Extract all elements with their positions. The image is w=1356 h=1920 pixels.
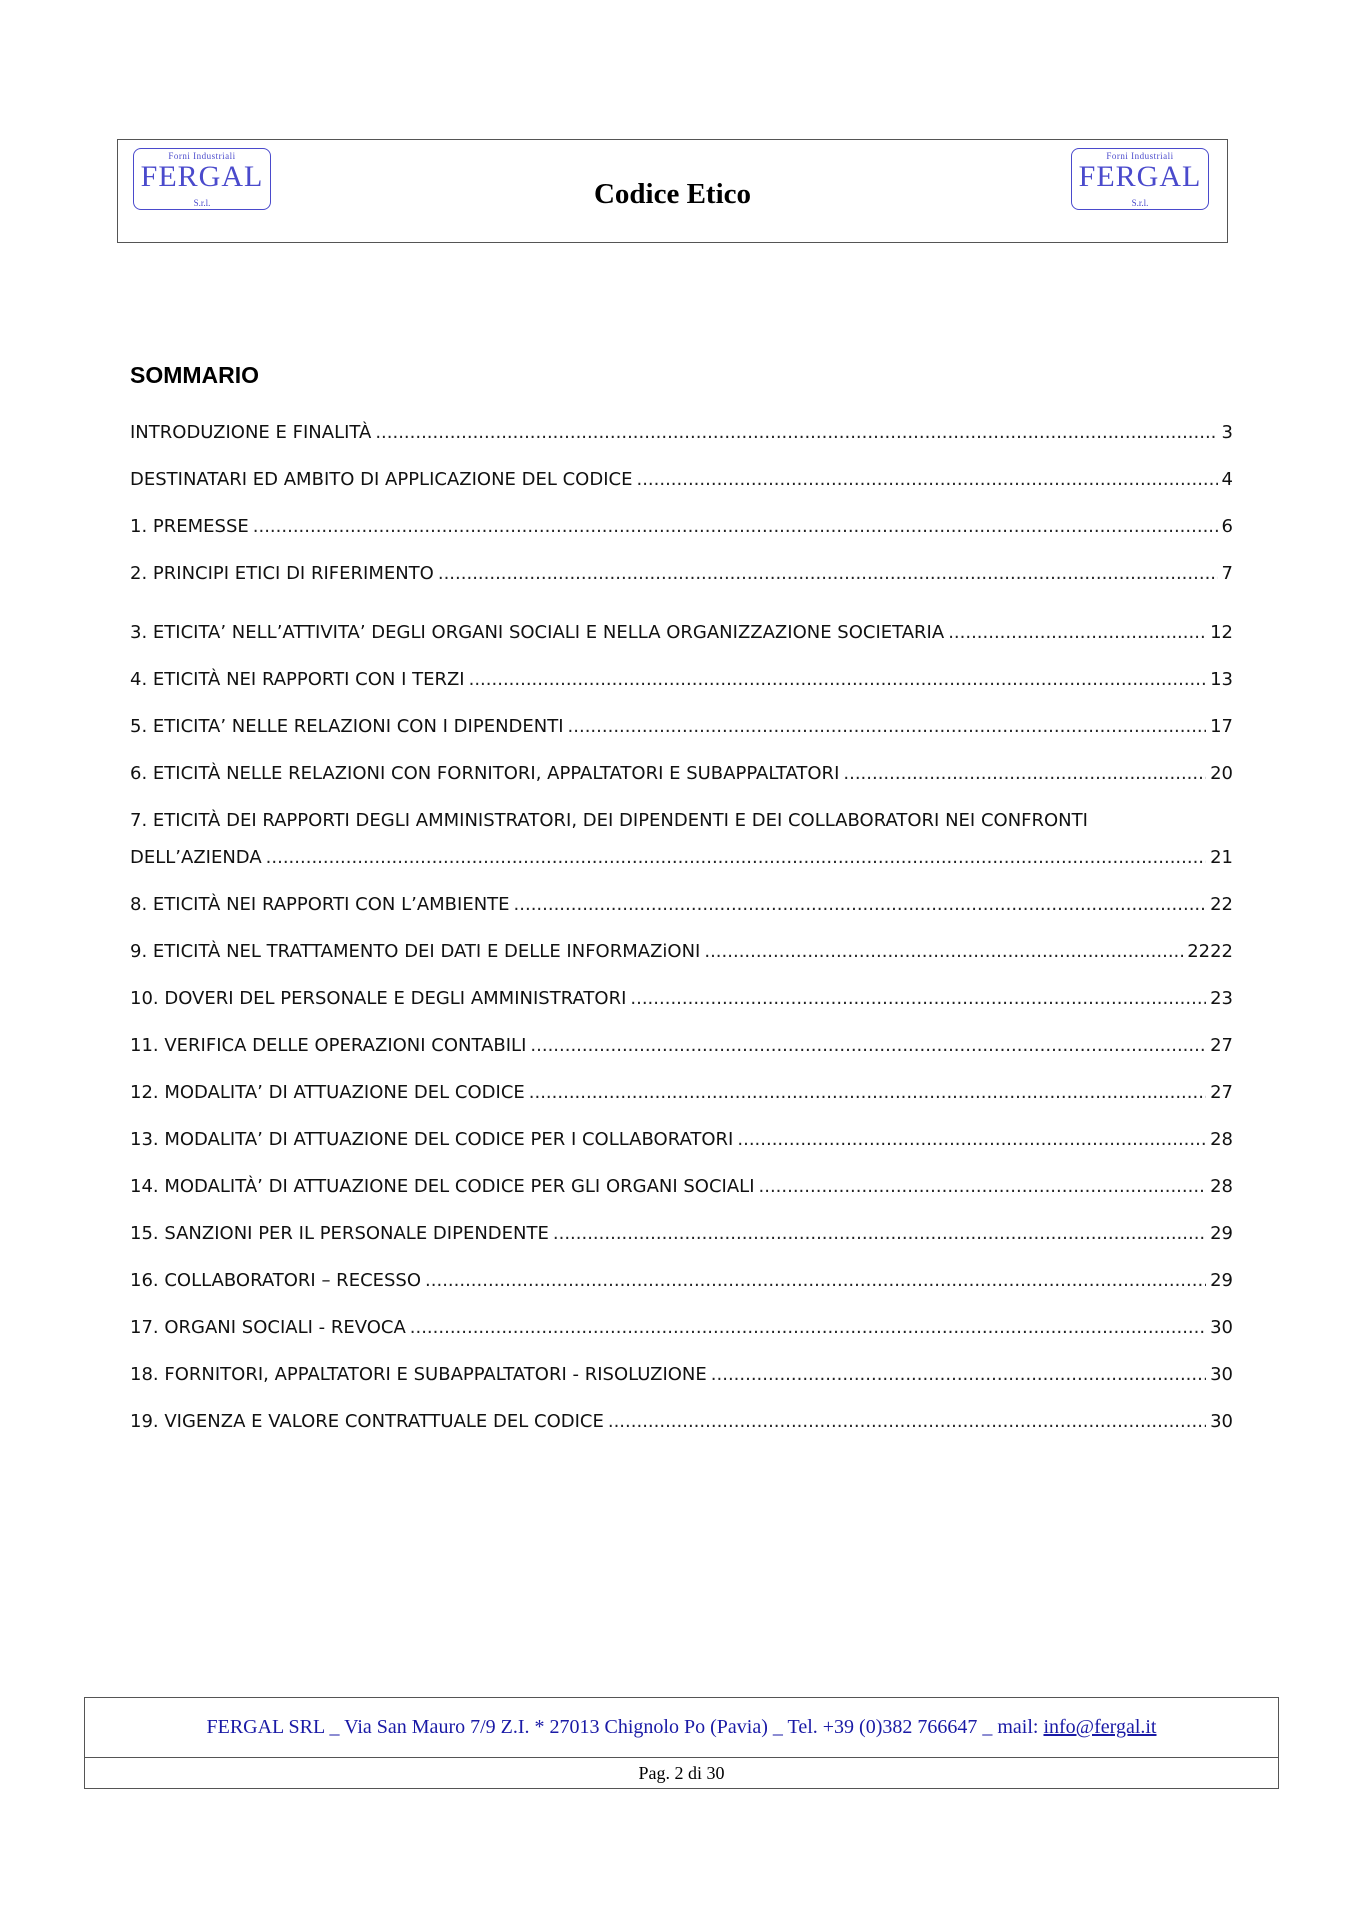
toc-leader <box>514 893 1207 917</box>
toc-entry-page: 17 <box>1210 716 1233 737</box>
footer-address: FERGAL SRL _ Via San Mauro 7/9 Z.I. * 27013 Chignolo Po (Pavia) _ Tel. +39 (0)382 766647 _ mail: <box>206 1716 1044 1738</box>
toc-entry-title-continued: DELL’AZIENDA <box>130 847 262 868</box>
toc-leader <box>636 468 1217 492</box>
toc-leader <box>704 940 1183 964</box>
toc-leader <box>843 762 1206 786</box>
toc-entry-title: 9. ETICITÀ NEL TRATTAMENTO DEI DATI E DELLE INFORMAZiONI <box>130 941 701 962</box>
toc-leader <box>529 1081 1206 1105</box>
toc-entry[interactable] <box>130 1269 1233 1293</box>
toc-heading: SOMMARIO <box>130 362 260 388</box>
toc-entry-page: 30 <box>1210 1364 1233 1385</box>
toc-entry-page: 27 <box>1210 1035 1233 1056</box>
toc-leader <box>375 421 1217 445</box>
toc-entry-title: 1. PREMESSE <box>130 516 249 537</box>
toc-entry-title: 15. SANZIONI PER IL PERSONALE DIPENDENTE <box>130 1223 549 1244</box>
document-title: Codice Etico <box>593 178 752 210</box>
toc-leader <box>737 1128 1206 1152</box>
toc-entry-page: 20 <box>1210 763 1233 784</box>
logo-main-text: FERGAL <box>1078 160 1202 193</box>
toc-entry[interactable] <box>130 715 1233 739</box>
page-number: Pag. 2 di 30 <box>638 1762 725 1783</box>
toc-entry-page: 12 <box>1210 622 1233 643</box>
fergal-logo-right <box>1071 148 1209 210</box>
toc-entry-page: 30 <box>1210 1411 1233 1432</box>
toc-entry-page: 29 <box>1210 1223 1233 1244</box>
toc-entry[interactable] <box>130 1175 1233 1199</box>
toc-entry-page: 27 <box>1210 1082 1233 1103</box>
toc-leader <box>253 515 1218 539</box>
page-footer <box>84 1697 1279 1789</box>
page-header <box>117 139 1228 243</box>
toc-entry-page: 6 <box>1221 516 1233 537</box>
toc-entry[interactable] <box>130 1034 1233 1058</box>
toc-entry[interactable] <box>130 668 1233 692</box>
footer-contact-row <box>85 1698 1278 1758</box>
toc-entry-title: 7. ETICITÀ DEI RAPPORTI DEGLI AMMINISTRATORI, DEI DIPENDENTI E DEI COLLABORATORI NEI CONFRONTI <box>130 810 1088 831</box>
toc-entry[interactable] <box>130 1363 1233 1387</box>
toc-entry-title: 8. ETICITÀ NEI RAPPORTI CON L’AMBIENTE <box>130 894 510 915</box>
toc-leader <box>410 1316 1206 1340</box>
toc-entry-title: 12. MODALITA’ DI ATTUAZIONE DEL CODICE <box>130 1082 525 1103</box>
toc-entry-page: 13 <box>1210 669 1233 690</box>
toc-leader <box>266 846 1206 870</box>
toc-entry-title: DESTINATARI ED AMBITO DI APPLICAZIONE DEL CODICE <box>130 469 633 490</box>
toc-entry[interactable] <box>130 515 1233 539</box>
toc-entry-title: INTRODUZIONE E FINALITÀ <box>130 422 372 443</box>
logo-sub-text: S.r.l. <box>1131 198 1149 208</box>
toc-entry-title: 3. ETICITA’ NELL’ATTIVITA’ DEGLI ORGANI SOCIALI E NELLA ORGANIZZAZIONE SOCIETARIA <box>130 622 945 643</box>
logo-sub-text: S.r.l. <box>193 198 211 208</box>
toc-entry-page: 28 <box>1210 1176 1233 1197</box>
toc-entry-page: 23 <box>1210 988 1233 1009</box>
logo-top-text: Forni Industriali <box>168 151 236 161</box>
toc-entry[interactable] <box>130 468 1233 492</box>
toc-entry-page: 21 <box>1210 847 1233 868</box>
toc-entry-title: 2. PRINCIPI ETICI DI RIFERIMENTO <box>130 563 434 584</box>
toc-entry-page: 3 <box>1221 422 1233 443</box>
toc-entry[interactable] <box>130 1128 1233 1152</box>
toc-entry-title: 16. COLLABORATORI – RECESSO <box>130 1270 422 1291</box>
toc-leader <box>608 1410 1206 1434</box>
toc-entry[interactable] <box>130 621 1233 645</box>
toc-entry-title: 5. ETICITA’ NELLE RELAZIONI CON I DIPENDENTI <box>130 716 564 737</box>
toc-entry-page: 28 <box>1210 1129 1233 1150</box>
toc-leader <box>759 1175 1207 1199</box>
toc-entry[interactable] <box>130 1081 1233 1105</box>
toc-entry[interactable] <box>130 562 1233 586</box>
toc-leader <box>711 1363 1206 1387</box>
toc-entry-title: 11. VERIFICA DELLE OPERAZIONI CONTABILI <box>130 1035 527 1056</box>
toc-entry[interactable] <box>130 1316 1233 1340</box>
toc-leader <box>425 1269 1206 1293</box>
toc-entry[interactable] <box>130 1222 1233 1246</box>
toc-entry-title: 17. ORGANI SOCIALI - REVOCA <box>130 1317 406 1338</box>
logo-main-text: FERGAL <box>140 160 264 193</box>
toc-entry-page: 2222 <box>1187 941 1233 962</box>
toc-leader <box>630 987 1206 1011</box>
toc-entry-title: 14. MODALITÀ’ DI ATTUAZIONE DEL CODICE PER GLI ORGANI SOCIALI <box>130 1176 755 1197</box>
toc-leader <box>438 562 1218 586</box>
toc-leader <box>530 1034 1206 1058</box>
toc-entry-title: 4. ETICITÀ NEI RAPPORTI CON I TERZI <box>130 669 465 690</box>
footer-email-link[interactable]: info@fergal.it <box>1043 1716 1157 1738</box>
footer-page-row <box>85 1758 1278 1788</box>
toc-entry[interactable] <box>130 940 1233 964</box>
logo-top-text: Forni Industriali <box>1106 151 1174 161</box>
toc-entry[interactable] <box>130 987 1233 1011</box>
toc-entry-title: 10. DOVERI DEL PERSONALE E DEGLI AMMINISTRATORI <box>130 988 627 1009</box>
toc-entry[interactable] <box>130 421 1233 445</box>
toc-entry[interactable] <box>130 893 1233 917</box>
toc-entry-title: 6. ETICITÀ NELLE RELAZIONI CON FORNITORI, APPALTATORI E SUBAPPALTATORI <box>130 763 840 784</box>
toc-leader <box>948 621 1206 645</box>
toc-entry[interactable] <box>130 809 1233 870</box>
toc-leader <box>553 1222 1206 1246</box>
toc-entry-title: 18. FORNITORI, APPALTATORI E SUBAPPALTATORI - RISOLUZIONE <box>130 1364 707 1385</box>
toc-leader <box>568 715 1207 739</box>
toc-entry-page: 7 <box>1221 563 1233 584</box>
toc-entry-title: 13. MODALITA’ DI ATTUAZIONE DEL CODICE PER I COLLABORATORI <box>130 1129 734 1150</box>
toc-entry-page: 4 <box>1221 469 1233 490</box>
toc-entry[interactable] <box>130 1410 1233 1434</box>
toc-leader <box>469 668 1206 692</box>
toc-entry-title: 19. VIGENZA E VALORE CONTRATTUALE DEL CODICE <box>130 1411 604 1432</box>
toc-entry[interactable] <box>130 762 1233 786</box>
toc-entry-page: 29 <box>1210 1270 1233 1291</box>
toc-entry-page: 22 <box>1210 894 1233 915</box>
toc-entry-page: 30 <box>1210 1317 1233 1338</box>
